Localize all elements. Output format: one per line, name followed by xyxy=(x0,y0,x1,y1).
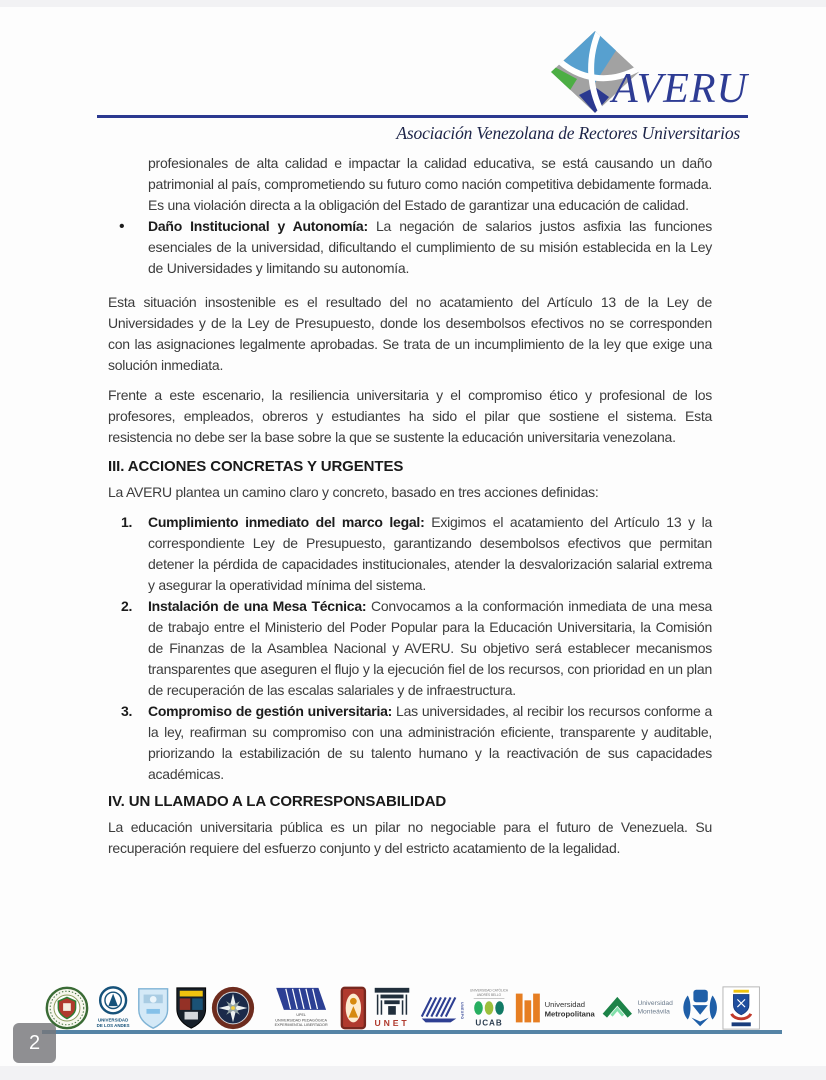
svg-text:Universidad: Universidad xyxy=(544,1000,586,1010)
section-heading-iii: III. ACCIONES CONCRETAS Y URGENTES xyxy=(108,458,404,475)
item-title: Cumplimiento inmediato del marco legal: xyxy=(148,514,425,530)
university-logos-strip xyxy=(42,985,760,1031)
ucv-shield-icon xyxy=(173,985,209,1031)
svg-text:UNEXPO: UNEXPO xyxy=(460,1002,465,1020)
document-body xyxy=(108,153,712,859)
bullet-item-dano-institucional xyxy=(108,216,712,279)
svg-text:DE LOS ANDES: DE LOS ANDES xyxy=(96,1023,130,1029)
numbered-item-1 xyxy=(108,512,712,596)
bullet-text: La negación de salarios justos asfixia las funciones esenciales de la universidad, dificultando el cumplimiento de su misión establecida en la Ley de Universidades y limitando su autonomía. xyxy=(148,218,712,276)
svg-text:ANDRÉS BELLO: ANDRÉS BELLO xyxy=(477,993,502,998)
bullet-title: Daño Institucional y Autonomía: xyxy=(148,218,368,234)
item-text: Exigimos el acatamiento del Artículo 13 y la correspondiente Ley de Presupuesto, garantizando desembolsos efectivos que permitan detener la pérdida de capacidades institucionales, atender la desvalorización salarial extrema y asegurar la operatividad mínima del sistema. xyxy=(148,514,712,593)
university-crest-box-icon xyxy=(722,985,760,1031)
svg-text:UNIVERSIDAD: UNIVERSIDAD xyxy=(97,1017,129,1023)
paragraph-llamado: La educación universitaria pública es un pilar no negociable para el futuro de Venezuela. Su recuperación requiere del esfuerzo conjunto y del estricto acatamiento de la legalidad. xyxy=(108,819,712,856)
letterhead xyxy=(0,7,826,152)
udo-seal-icon xyxy=(209,985,257,1031)
unimet-logo-icon xyxy=(512,985,600,1031)
svg-text:EXPERIMENTAL LIBERTADOR: EXPERIMENTAL LIBERTADOR xyxy=(274,1023,328,1028)
unexpo-logo-icon xyxy=(416,985,466,1031)
item-number: 2. xyxy=(121,598,133,614)
paragraph-resiliencia: Frente a este escenario, la resiliencia universitaria y el compromiso ético y profesional de los profesores, empleados, obreros y estudiantes ha sido el pilar que sostiene el sistema. Esta resistencia no debe ser la base sobre la que se sustente la educación universitaria venezolana. xyxy=(108,387,712,445)
item-title: Instalación de una Mesa Técnica: xyxy=(148,598,367,614)
footer-divider xyxy=(42,1030,782,1034)
document-page xyxy=(0,7,826,1066)
monteavila-logo-icon xyxy=(601,985,680,1031)
paragraph-situacion: Esta situación insostenible es el resultado del no acatamiento del Artículo 13 de la Ley de Universidades y de la Ley de Presupuesto, donde los desembolsos efectivos no se corresponden con las asignaciones legalmente aprobadas. Se trata de un incumplimiento de la ley que exige una solución inmediata. xyxy=(108,294,712,373)
association-tagline: Asociación Venezolana de Rectores Universitarios xyxy=(396,123,740,143)
item-text: Las universidades, al recibir los recursos conforme a la ley, reafirman su compromiso con una administración eficiente, transparente y auditable, priorizando la estabilización de su talento humano y la reactivación de sus capacidades académicas. xyxy=(148,703,712,782)
page-number-badge: 2 xyxy=(13,1023,56,1063)
upel-logo-icon xyxy=(257,985,338,1031)
item-title: Compromiso de gestión universitaria: xyxy=(148,703,393,719)
ucab-logo-icon xyxy=(466,985,512,1031)
svg-text:UNET: UNET xyxy=(374,1018,410,1029)
uc-crest-icon xyxy=(134,985,172,1031)
ula-seal-icon xyxy=(92,985,134,1031)
item-text: Convocamos a la conformación inmediata de una mesa de trabajo entre el Ministerio del Poder Popular para la Educación Universitaria, la Comisión de Finanzas de la Asamblea Nacional y AVERU. Su objetivo será establecer mecanismos transparentes que aseguren el flujo y la ejecución fiel de los recursos, con prioridad en un plan de recuperación de las escalas salariales y de infraestructura. xyxy=(148,598,712,698)
svg-text:UNIVERSIDAD PEDAGÓGICA: UNIVERSIDAD PEDAGÓGICA xyxy=(275,1018,328,1023)
svg-text:UPEL: UPEL xyxy=(296,1013,306,1018)
unet-logo-icon xyxy=(368,985,416,1031)
paragraph-continuation: profesionales de alta calidad e impactar la calidad educativa, se está causando un daño patrimonial al país, comprometiendo su futuro como nación competitiva debidamente formada. Es una violación directa a la obligación del Estado de garantizar una educación de calidad. xyxy=(148,155,712,213)
averu-wordmark: AVERU xyxy=(612,66,748,112)
svg-text:Universidad: Universidad xyxy=(637,1000,673,1008)
svg-text:Metropolitana: Metropolitana xyxy=(544,1009,596,1019)
header-divider xyxy=(97,115,748,118)
item-number: 1. xyxy=(121,514,133,530)
section-iii-intro: La AVERU plantea un camino claro y concreto, basado en tres acciones definidas: xyxy=(108,484,599,500)
svg-text:UCAB: UCAB xyxy=(475,1018,503,1028)
uvm-figure-icon xyxy=(679,985,721,1031)
svg-text:UNIVERSIDAD CATÓLICA: UNIVERSIDAD CATÓLICA xyxy=(470,988,509,993)
section-heading-iv: IV. UN LLAMADO A LA CORRESPONSABILIDAD xyxy=(108,793,447,810)
red-crest-icon xyxy=(338,985,369,1031)
svg-text:Monteávila: Monteávila xyxy=(637,1008,670,1016)
item-number: 3. xyxy=(121,703,133,719)
numbered-item-3 xyxy=(108,701,712,785)
numbered-item-2 xyxy=(108,596,712,701)
